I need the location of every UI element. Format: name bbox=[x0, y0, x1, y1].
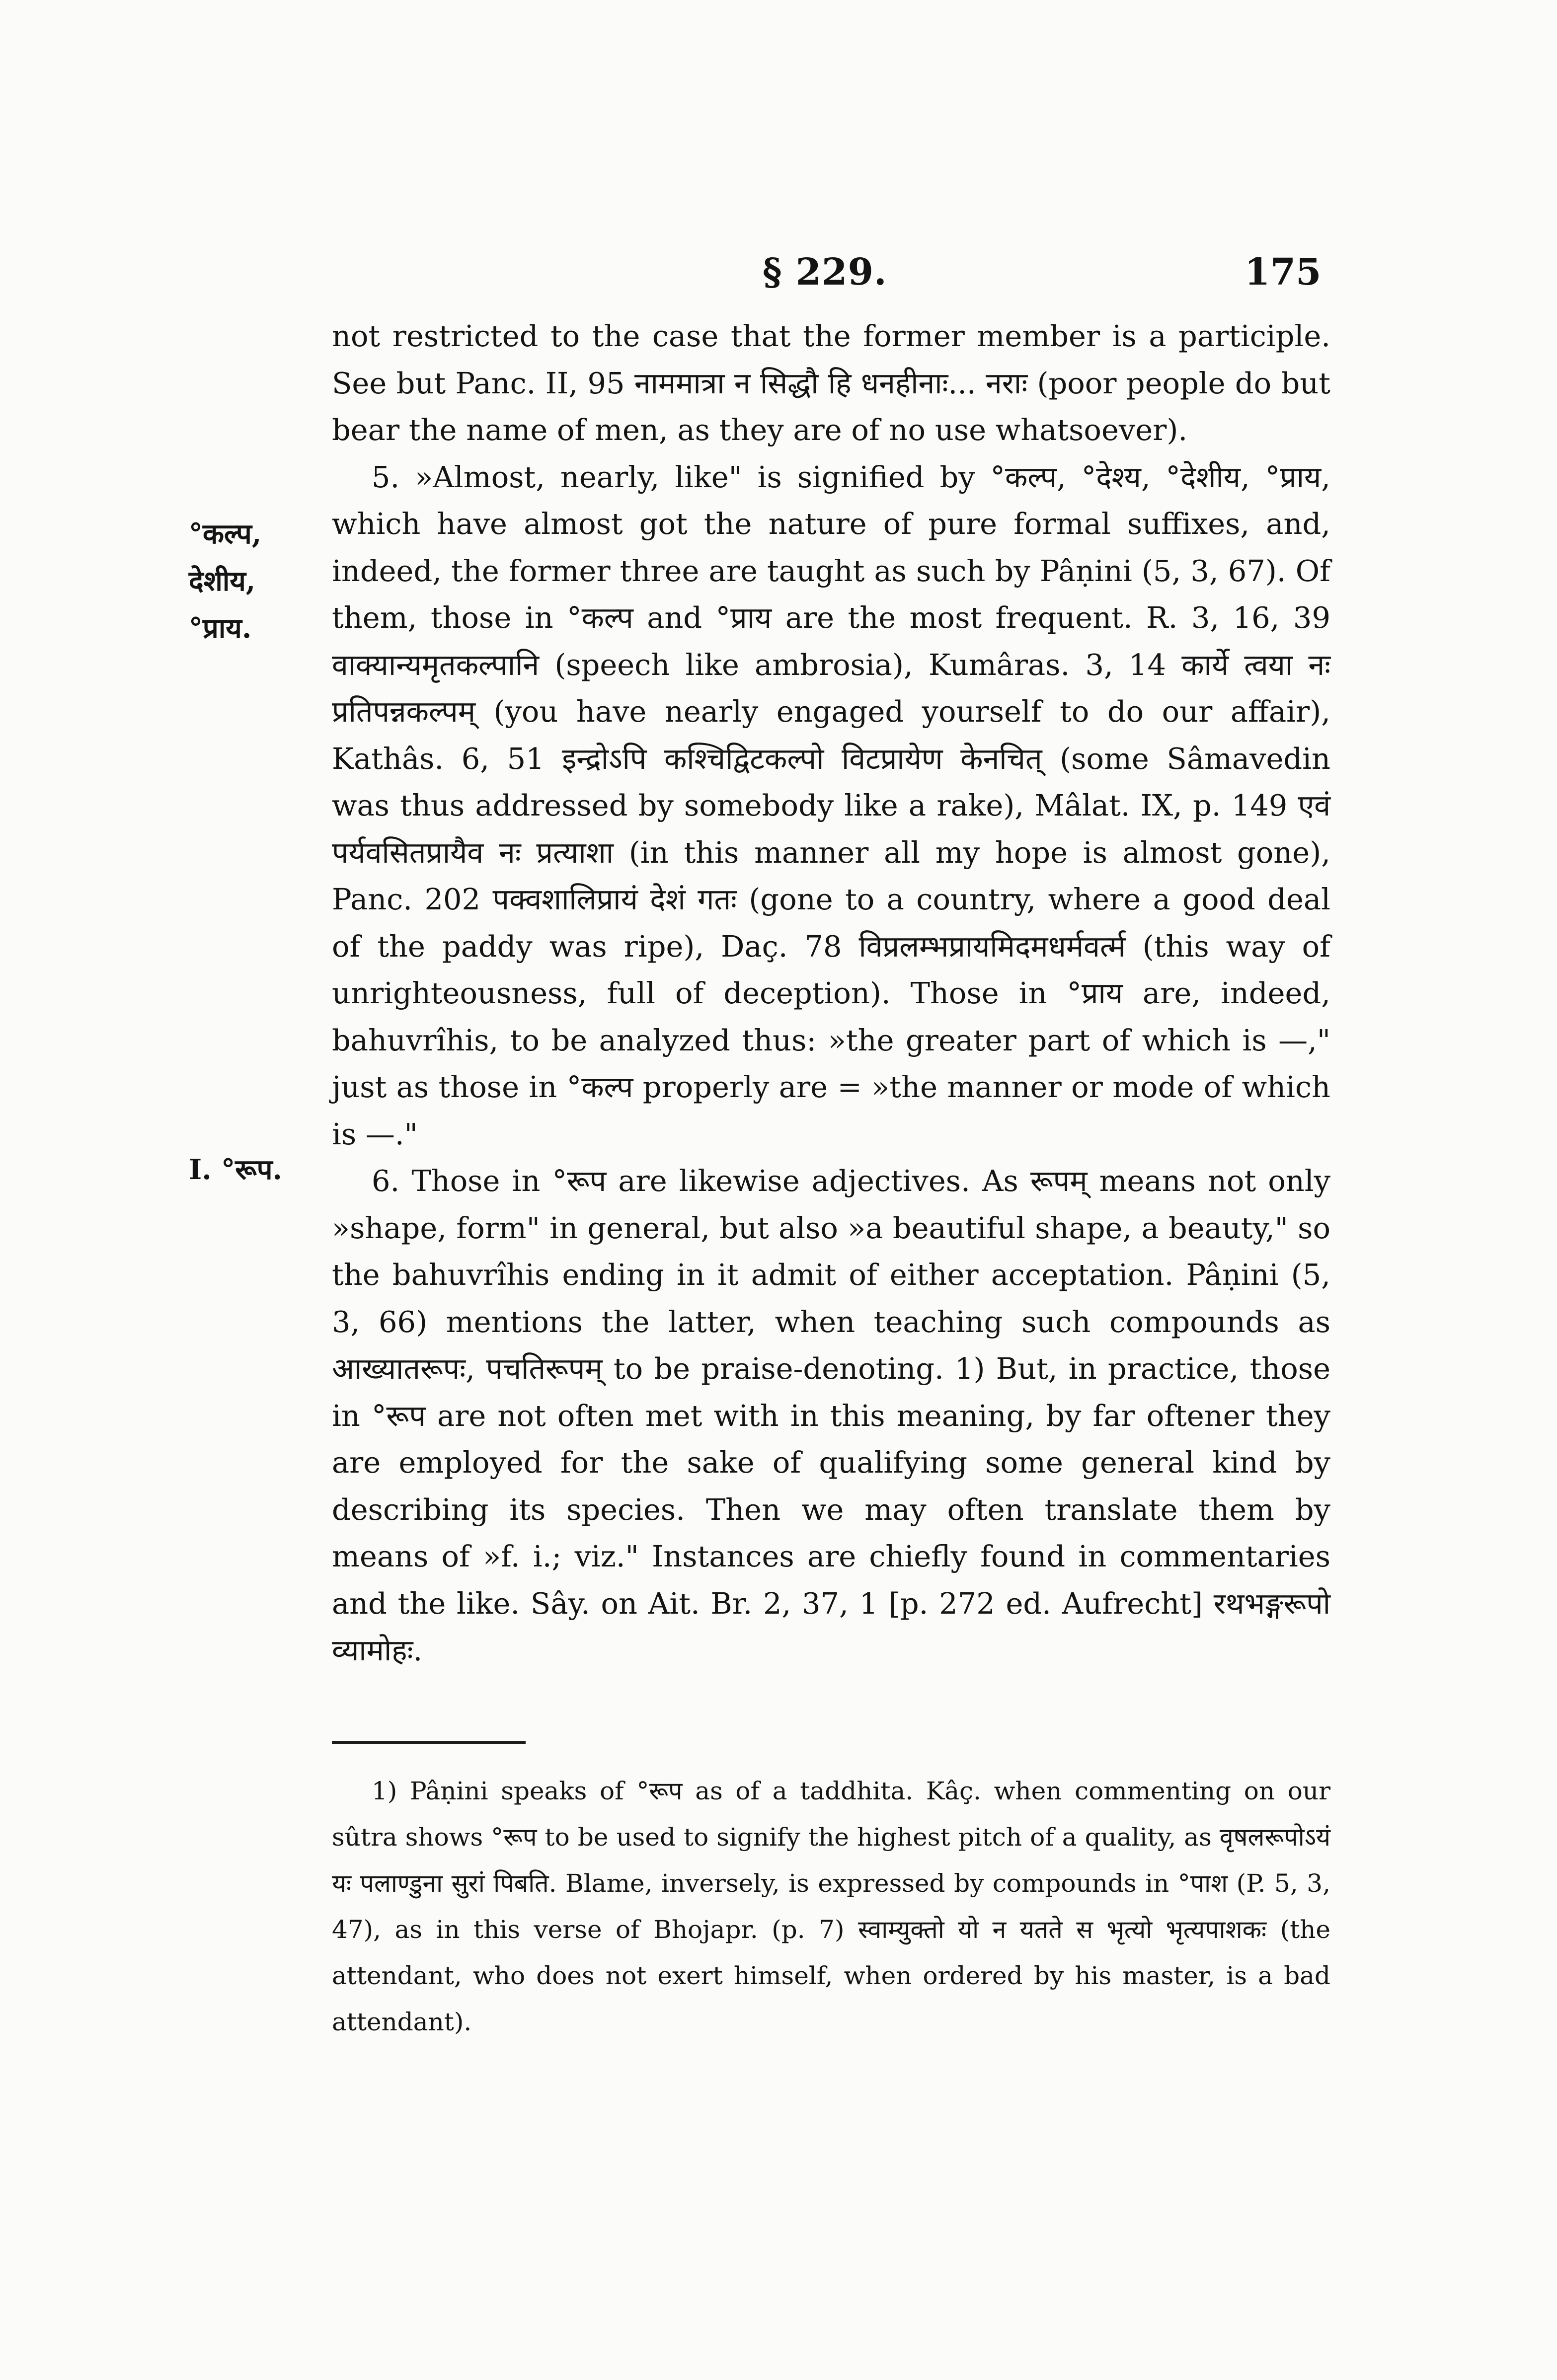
margin-note-deshiya: देशीय, bbox=[189, 565, 256, 597]
page-number: 175 bbox=[1245, 251, 1322, 294]
main-text bbox=[332, 313, 1330, 1674]
section-number: § 229. bbox=[763, 251, 887, 294]
margin-note-rupa: I. °रूप. bbox=[189, 1153, 283, 1186]
footnote-divider bbox=[332, 1741, 526, 1744]
footnote-text: 1) Pâṇini speaks of °रूप as of a taddhita. Kâç. when commenting on our sûtra shows °रूप to be used to signify the highest pitch of a quality, as वृषलरूपोऽयं यः पलाण्डुना सुरां पिबति. Blame, inversely, is expressed by compounds in °पाश (P. 5, 3, 47), as in this verse of Bhojapr. (p. 7) स्वाम्युक्तो यो न यतते स भृत्यो भृत्यपाशकः (the attendant, who does not exert himself, when ordered by his master, is a bad attendant). bbox=[332, 1777, 1330, 2036]
margin-note-kalpa: °कल्प, bbox=[189, 518, 262, 550]
paragraph-6: 6. Those in °रूप are likewise adjectives. As रूपम् means not only »shape, form" in general, but also »a beautiful shape, a beauty," so the bahuvrîhis ending in it admit of either acceptation. Pâṇini (5, 3, 66) mentions the latter, when teaching such compounds as आख्यातरूपः, पचतिरूपम् to be praise-denoting. 1) But, in practice, those in °रूप are not often met with in this meaning, by far oftener they are employed for the sake of qualifying some general kind by describing its species. Then we may often translate them by means of »f. i.; viz." Instances are chiefly found in commentaries and the like. Sây. on Ait. Br. 2, 37, 1 [p. 272 ed. Aufrecht] रथभङ्गरूपो व्यामोहः. bbox=[332, 1164, 1330, 1667]
paragraph-continuation: not restricted to the case that the former member is a participle. See but Panc. II, 95 नाममात्रा न सिद्धौ हि धनहीनाः... नराः (poor people do but bear the name of men, as they are of no use whatsoever). bbox=[332, 319, 1330, 447]
margin-note-praya: °प्राय. bbox=[189, 612, 252, 645]
paragraph-5: 5. »Almost, nearly, like" is signified by °कल्प, °देश्य, °देशीय, °प्राय, which have almost got the nature of pure formal suffixes, and, indeed, the former three are taught as such by Pâṇini (5, 3, 67). Of them, those in °कल्प and °प्राय are the most frequent. R. 3, 16, 39 वाक्यान्यमृतकल्पानि (speech like ambrosia), Kumâras. 3, 14 कार्ये त्वया नः प्रतिपन्नकल्पम् (you have nearly engaged yourself to do our affair), Kathâs. 6, 51 इन्द्रोऽपि कश्चिद्विटकल्पो विटप्रायेण केनचित् (some Sâmavedin was thus addressed by somebody like a rake), Mâlat. IX, p. 149 एवं पर्यवसितप्रायैव नः प्रत्याशा (in this manner all my hope is almost gone), Panc. 202 पक्वशालिप्रायं देशं गतः (gone to a country, where a good deal of the paddy was ripe), Daç. 78 विप्रलम्भप्रायमिदमधर्मवर्त्म (this way of unrighteousness, full of deception). Those in °प्राय are, indeed, bahuvrîhis, to be analyzed thus: »the greater part of which is —," just as those in °कल्प properly are = »the manner or mode of which is —." bbox=[332, 459, 1330, 1151]
footnote bbox=[332, 1768, 1330, 2045]
